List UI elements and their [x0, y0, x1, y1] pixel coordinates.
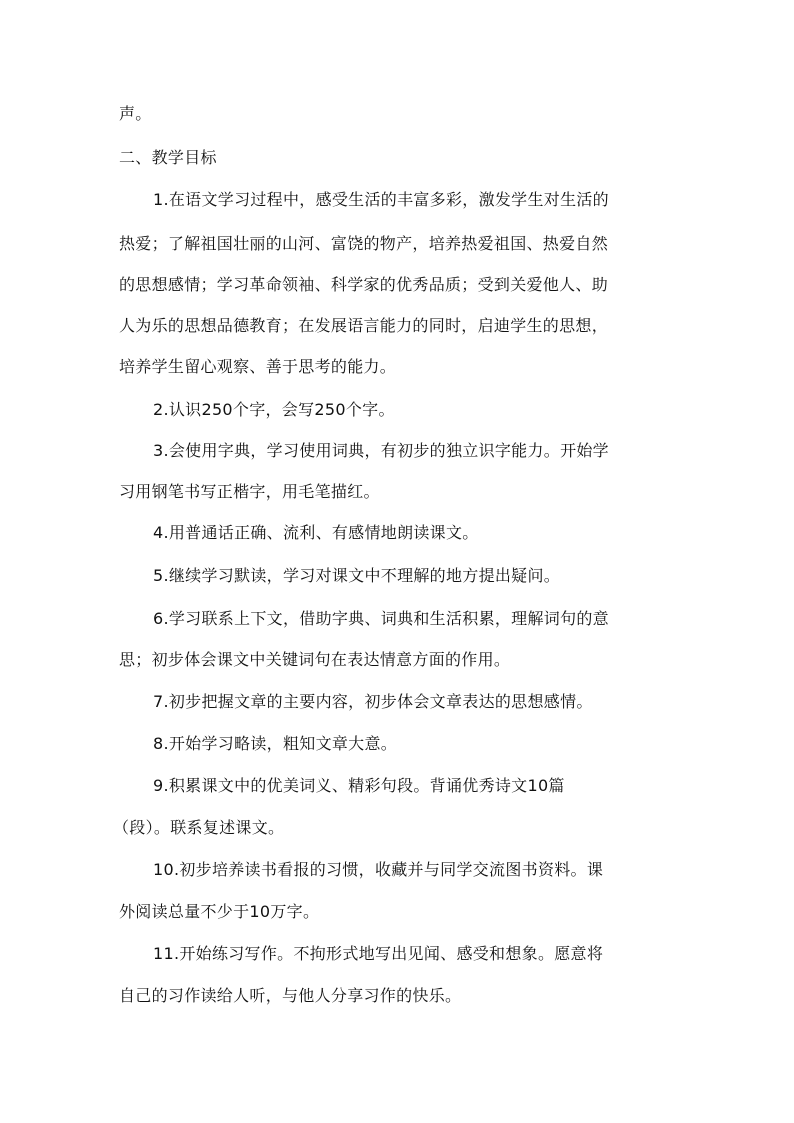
objective-6-line-1: 6.学习联系上下文，借助字典、词典和生活积累，理解词句的意 — [153, 609, 609, 628]
objective-5: 5.继续学习默读，学习对课文中不理解的地方提出疑问。 — [153, 566, 561, 585]
objective-1-line-4: 人为乐的思想品德教育；在发展语言能力的同时，启迪学生的思想， — [119, 316, 609, 335]
objective-11-line-2: 自己的习作读给人听，与他人分享习作的快乐。 — [119, 986, 462, 1005]
objective-1-line-2: 热爱；了解祖国壮丽的山河、富饶的物产，培养热爱祖国、热爱自然 — [119, 234, 609, 253]
objective-4: 4.用普通话正确、流利、有感情地朗读课文。 — [153, 523, 479, 542]
objective-11-line-1: 11.开始练习写作。不拘形式地写出见闻、感受和想象。愿意将 — [153, 944, 604, 963]
section-heading: 二、教学目标 — [119, 148, 217, 167]
objective-6-line-2: 思；初步体会课文中关键词句在表达情意方面的作用。 — [119, 650, 511, 669]
objective-3-line-2: 习用钢笔书写正楷字，用毛笔描红。 — [119, 482, 380, 501]
objective-1-line-1: 1.在语文学习过程中，感受生活的丰富多彩，激发学生对生活的 — [153, 190, 609, 209]
objective-3-line-1: 3.会使用字典，学习使用词典，有初步的独立识字能力。开始学 — [153, 441, 609, 460]
paragraph-line-1: 声。 — [119, 104, 152, 123]
objective-9-line-2: （段）。联系复述课文。 — [113, 818, 285, 837]
objective-1-line-3: 的思想感情；学习革命领袖、科学家的优秀品质；受到关爱他人、助 — [119, 275, 609, 294]
objective-10-line-2: 外阅读总量不少于10万字。 — [119, 902, 320, 921]
objective-1-line-5: 培养学生留心观察、善于思考的能力。 — [119, 357, 397, 376]
objective-9-line-1: 9.积累课文中的优美词义、精彩句段。背诵优秀诗文10篇 — [153, 776, 565, 795]
objective-2: 2.认识250个字，会写250个字。 — [153, 400, 395, 419]
objective-8: 8.开始学习略读，粗知文章大意。 — [153, 734, 398, 753]
objective-7: 7.初步把握文章的主要内容，初步体会文章表达的思想感情。 — [153, 692, 593, 711]
objective-10-line-1: 10.初步培养读书看报的习惯，收藏并与同学交流图书资料。课 — [153, 860, 604, 879]
